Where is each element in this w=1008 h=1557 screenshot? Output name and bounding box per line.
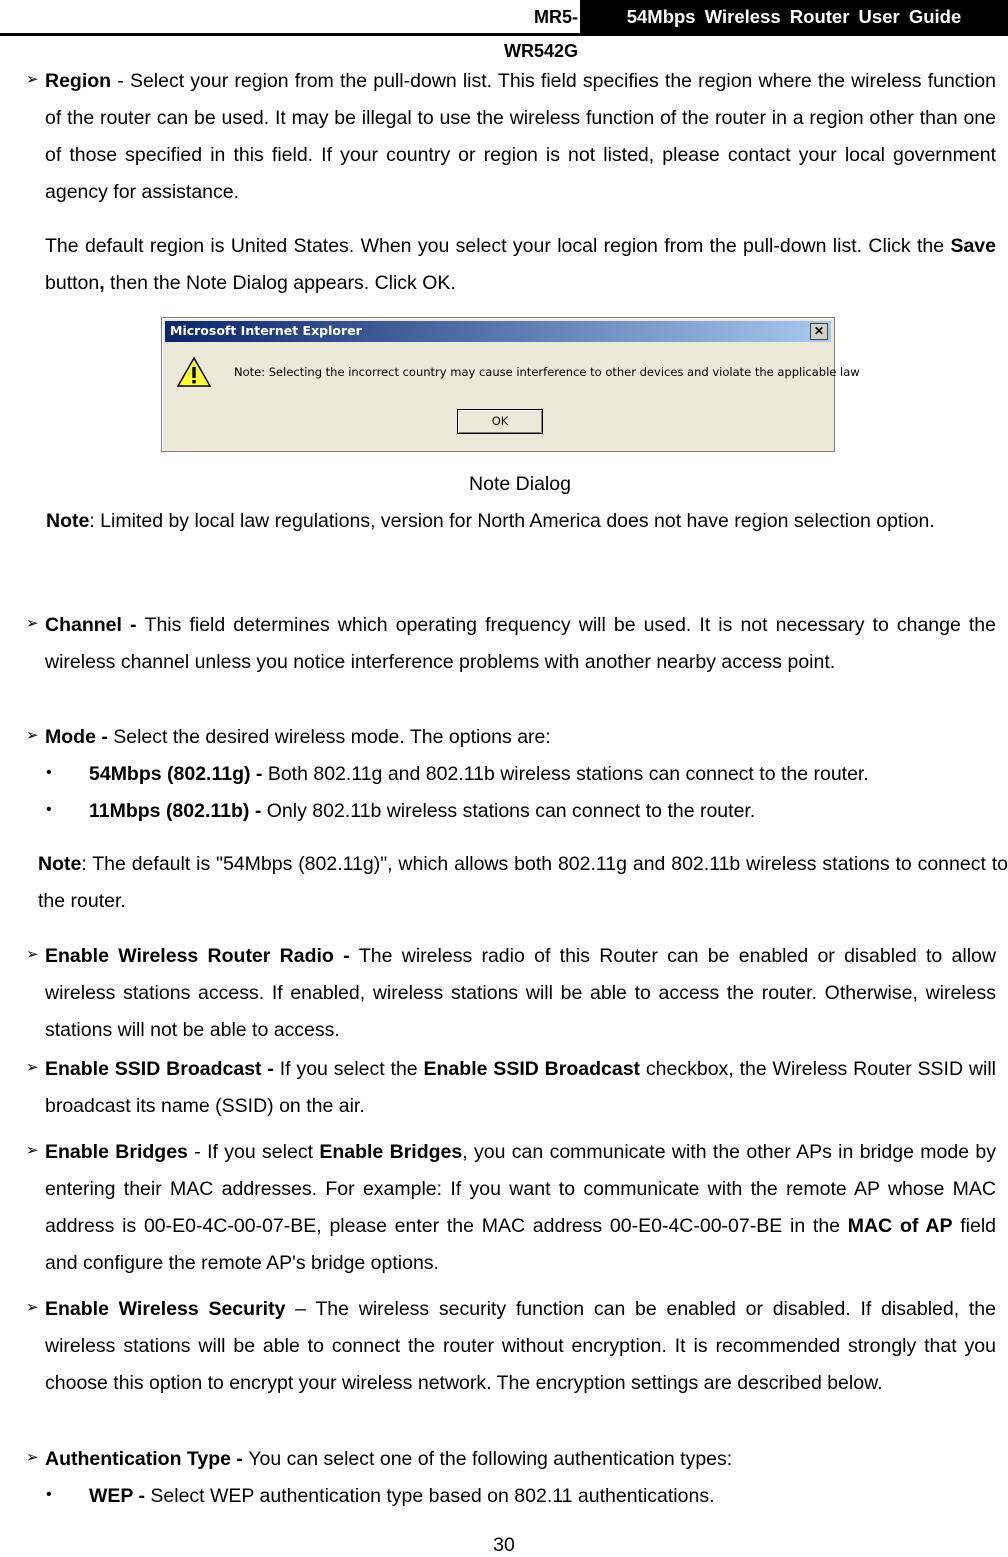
auth-option-term: WEP - [89,1485,151,1507]
bridges-term: Enable Bridges [45,1141,188,1163]
security-term: Enable Wireless Security [45,1298,286,1320]
arrow-bullet-icon: ➢ [26,727,39,744]
ssid-term: Enable SSID Broadcast - [45,1058,280,1080]
dialog-title: Microsoft Internet Explorer [170,323,362,338]
dot-bullet-icon: • [46,764,52,781]
arrow-bullet-icon: ➢ [26,1299,39,1316]
arrow-bullet-icon: ➢ [26,1059,39,1076]
warning-icon [176,356,212,388]
bridges-paragraph [45,1134,996,1282]
channel-paragraph [45,607,996,681]
radio-paragraph [45,938,996,1049]
bridges-text-3: field and configure the remote AP's bridge options. [45,1215,996,1274]
security-text: – The wireless security function can be enabled or disabled. If disabled, the wireless stations will be able to connect the router without encryption. It is recommended strongly that you choose this option to encrypt your wireless network. The encryption settings are described below. [45,1298,996,1394]
region-text: Select your region from the pull-down list. This field specifies the region where the wireless function of the router can be used. It may be illegal to use the wireless function of the router in a region other than one of those specified in this field. If your country or region is not listed, please contact your local government agency for assistance. [45,70,996,203]
arrow-bullet-icon: ➢ [26,946,39,963]
auth-option [89,1478,999,1515]
note-label: Note [46,510,90,532]
mode-option-text: Both 802.11g and 802.11b wireless stations can connect to the router. [267,763,869,785]
arrow-bullet-icon: ➢ [26,1449,39,1466]
header-title: 54Mbps Wireless Router User Guide [580,0,1008,33]
mode-option-text: Only 802.11b wireless stations can connect to the router. [266,800,756,822]
mode-option [89,756,999,793]
auth-term: Authentication Type - [45,1448,249,1470]
ssid-term-2: Enable SSID Broadcast [423,1058,641,1080]
note-mode [38,846,1008,920]
dialog-titlebar [165,321,831,342]
arrow-bullet-icon: ➢ [26,1142,39,1159]
region-term: Region [45,70,112,92]
arrow-bullet-icon: ➢ [26,71,39,88]
save-term: Save [950,235,996,257]
page-number: 30 [493,1534,515,1556]
radio-term: Enable Wireless Router Radio - [45,945,359,967]
bridges-text: - If you select [187,1141,320,1163]
dialog-message: Note: Selecting the incorrect country may cause interference to other devices and violate the applicable law [234,365,860,379]
auth-text: You can select one of the following authentication types: [248,1448,733,1470]
ssid-text: If you select the [279,1058,424,1080]
header-rule [0,33,1008,36]
mode-option-term: 11Mbps (802.11b) - [89,800,267,822]
region-paragraph [45,63,996,211]
ok-button[interactable]: OK [457,409,543,434]
channel-text: This field determines which operating frequency will be used. It is not necessary to change the wireless channel unless you notice interference problems with another nearby access point. [45,614,997,673]
region-default-text-2: button [45,272,100,294]
region-default-paragraph [45,228,996,302]
channel-term: Channel - [45,614,145,636]
note-region [46,503,997,540]
header-model: MR5-WR542G [503,7,578,61]
page-header [0,0,1008,61]
ssid-text-2: checkbox, the Wireless Router SSID will broadcast its name (SSID) on the air. [45,1058,996,1117]
dot-bullet-icon: • [46,1486,52,1503]
note-label: Note [38,853,82,875]
note-dialog [161,317,860,452]
mac-of-ap-term: MAC of AP [847,1215,953,1237]
region-default-comma: , [99,272,105,294]
note-text: : The default is "54Mbps (802.11g)", which allows both 802.11g and 802.11b wireless stations to connect to the router. [38,853,1008,912]
mode-term: Mode - [45,726,114,748]
mode-option-term: 54Mbps (802.11g) - [89,763,268,785]
ssid-paragraph [45,1051,996,1125]
region-default-text-3: then the Note Dialog appears. Click OK. [104,272,456,294]
dot-bullet-icon: • [46,801,52,818]
region-separator: - [111,70,130,92]
figure-caption: Note Dialog [469,473,571,495]
bridges-text-2: , you can communicate with the other APs in bridge mode by entering their MAC addresses. For example: If you want to communicate with the remote AP whose MAC address is 00-E0-4C-00-07-BE, please enter the MAC address 00-E0-4C-00-07-BE in the [45,1141,996,1237]
bridges-term-2: Enable Bridges [319,1141,463,1163]
mode-text: Select the desired wireless mode. The options are: [113,726,551,748]
auth-paragraph [45,1441,996,1478]
auth-option-text: Select WEP authentication type based on 802.11 authentications. [150,1485,715,1507]
radio-text: The wireless radio of this Router can be enabled or disabled to allow wireless stations access. If enabled, wireless stations will be able to access the router. Otherwise, wireless stations will not be able to access. [45,945,996,1041]
arrow-bullet-icon: ➢ [26,615,39,632]
security-paragraph [45,1291,996,1402]
note-text: : Limited by local law regulations, version for North America does not have region selection option. [89,510,935,532]
region-default-text: The default region is United States. When you select your local region from the pull-down list. Click the [45,235,951,257]
mode-option [89,793,999,830]
close-icon[interactable]: ✕ [810,323,828,340]
mode-paragraph [45,719,996,756]
